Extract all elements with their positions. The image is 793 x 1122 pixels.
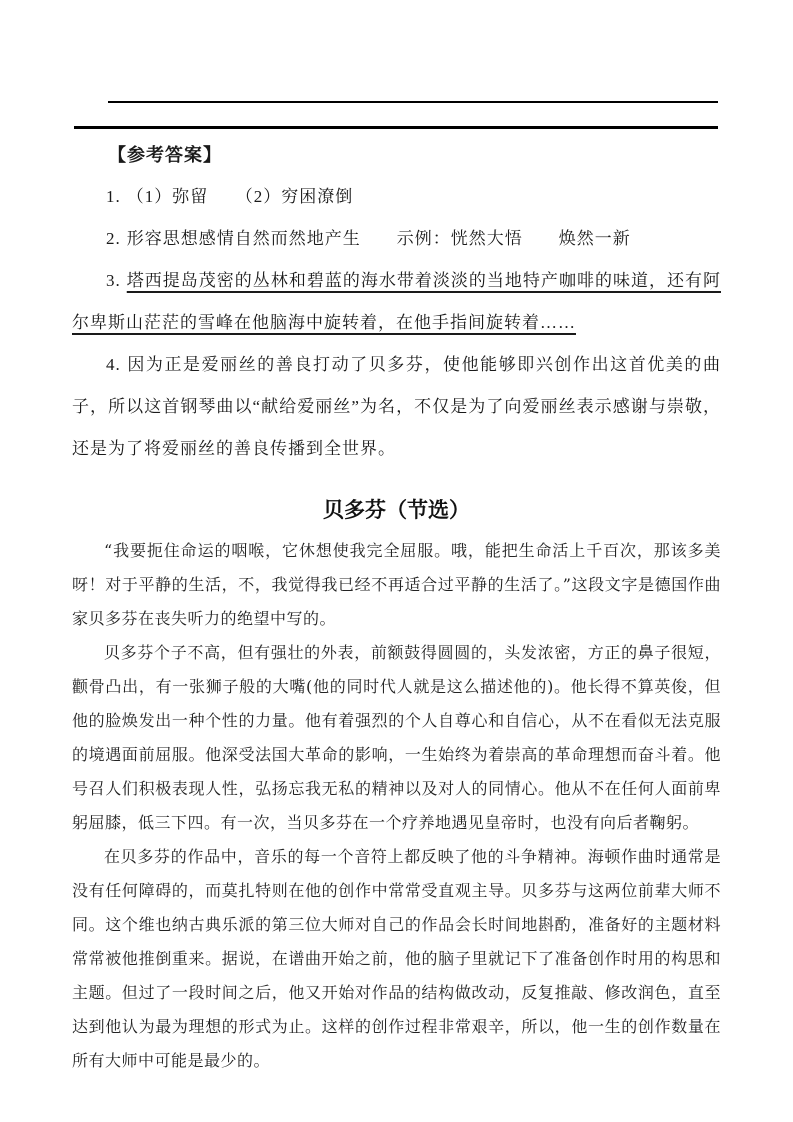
article-paragraph: 贝多芬个子不高，但有强壮的外表，前额鼓得圆圆的，头发浓密，方正的鼻子很短，颧骨凸出，有一张狮子般的大嘴(他的同时代人就是这么描述他的)。他长得不算英俊，但他的脸焕发出一种个性的力量。他有着强烈的个人自尊心和自信心，从不在看似无法克服的境遇面前屈服。他深受法国大革命的影响，一生始终为着崇高的革命理想而奋斗着。他号召人们积极表现人性，弘扬忘我无私的精神以及对人的同情心。他从不在任何人面前卑躬屈膝，低三下四。有一次，当贝多芬在一个疗养地遇见皇帝时，也没有向后者鞠躬。 (72, 643, 721, 832)
header-rule-thin (108, 101, 718, 103)
answer-number: 3. (106, 271, 121, 290)
article-title: 贝多芬（节选） (323, 499, 470, 522)
answer-text: 形容思想感情自然而然地产生 示例：恍然大悟 焕然一新 (126, 229, 631, 248)
answers-section (72, 134, 721, 470)
answer-text: （1）弥留 （2）穷困潦倒 (126, 187, 354, 206)
answer-text: 塔西提岛茂密的丛林和碧蓝的海水带着淡淡的当地特产咖啡的味道，还有阿尔卑斯山茫茫的雪峰在他脑海中旋转着，在他手指间旋转着…… (72, 271, 721, 332)
article-paragraph: “我要扼住命运的咽喉，它休想使我完全屈服。哦，能把生命活上千百次，那该多美呀！对于平静的生活，不，我觉得我已经不再适合过平静的生活了。”这段文字是德国作曲家贝多芬在丧失听力的绝望中写的。 (72, 541, 721, 628)
page-content (72, 134, 721, 1078)
answer-item (72, 176, 721, 218)
answer-item (72, 260, 721, 344)
answer-number: 1. (106, 187, 121, 206)
answer-number: 2. (106, 229, 121, 248)
answer-item (72, 218, 721, 260)
answers-section-header: 【参考答案】 (108, 145, 222, 165)
answers-list (72, 176, 721, 470)
answer-number: 4. (106, 355, 121, 374)
article-body (72, 534, 721, 1078)
answer-text: 因为正是爱丽丝的善良打动了贝多芬，使他能够即兴创作出这首优美的曲子，所以这首钢琴曲以“献给爱丽丝”为名，不仅是为了向爱丽丝表示感谢与崇敬，还是为了将爱丽丝的善良传播到全世界。 (72, 355, 721, 458)
header-rule-thick (74, 126, 718, 129)
article-paragraph: 在贝多芬的作品中，音乐的每一个音符上都反映了他的斗争精神。海顿作曲时通常是没有任何障碍的，而莫扎特则在他的创作中常常受直观主导。贝多芬与这两位前辈大师不同。这个维也纳古典乐派的第三位大师对自己的作品会长时间地斟酌，准备好的主题材料常常被他推倒重来。据说，在谱曲开始之前，他的脑子里就记下了准备创作时用的构思和主题。但过了一段时间之后，他又开始对作品的结构做改动，反复推敲、修改润色，直至达到他认为最为理想的形式为止。这样的创作过程非常艰辛，所以，他一生的创作数量在所有大师中可能是最少的。 (72, 847, 721, 1070)
answer-item (72, 344, 721, 470)
